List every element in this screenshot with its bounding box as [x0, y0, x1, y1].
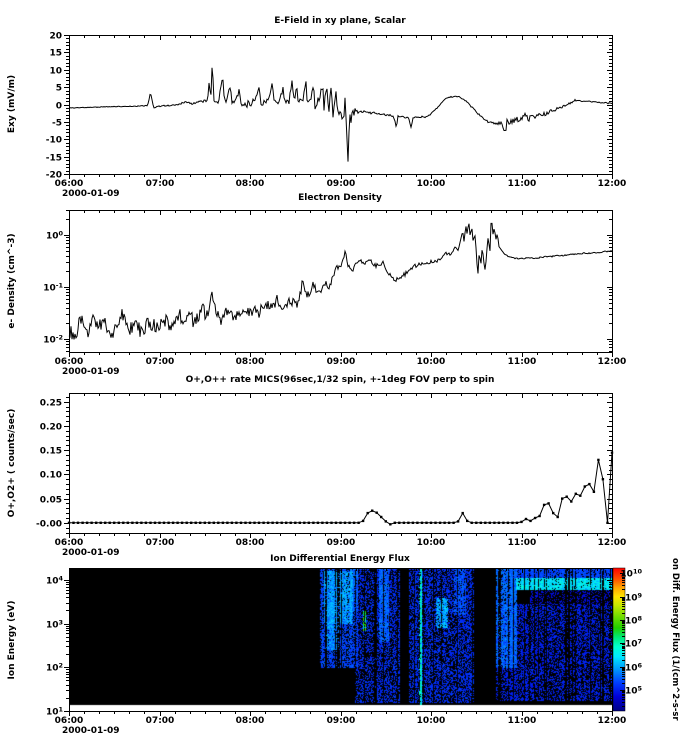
svg-text:08:00: 08:00	[235, 716, 265, 726]
svg-text:11:00: 11:00	[507, 357, 537, 367]
panel-ion-flux-ylabel: Ion Energy (eV)	[7, 600, 17, 680]
panel-ion-flux-axes	[46, 568, 626, 726]
ion-flux-colorbar-label: on Diff. Energy Flux (1/(cm^2-s-sr	[670, 558, 680, 721]
svg-text:15: 15	[49, 48, 62, 59]
svg-text:102: $10^2$	[45, 661, 63, 674]
panel-efield-date: 2000-01-09	[62, 189, 120, 199]
panel-electron-density	[7, 193, 626, 377]
panel-efield-ylabel: Exy (mV/m)	[7, 74, 17, 134]
svg-text:0.20: 0.20	[39, 422, 62, 433]
panel-o-ion-rate-ylabel: O+,O2+ ( counts/sec)	[7, 408, 17, 518]
panel-ion-flux	[7, 554, 680, 736]
panel-electron-density-series	[69, 223, 612, 339]
panel-ion-flux-title: Ion Differential Energy Flux	[270, 554, 410, 564]
ion-flux-colorbar	[613, 568, 642, 712]
svg-text:107: $10^7$	[624, 637, 642, 650]
panel-ion-flux-date: 2000-01-09	[62, 726, 120, 736]
panel-efield-series	[69, 68, 612, 162]
svg-text:07:00: 07:00	[145, 538, 175, 548]
svg-text:10:00: 10:00	[416, 538, 446, 548]
svg-text:06:00: 06:00	[54, 357, 84, 367]
svg-text:12:00: 12:00	[597, 179, 627, 189]
svg-text:09:00: 09:00	[326, 538, 356, 548]
svg-text:-5: -5	[52, 118, 62, 129]
svg-text:-10: -10	[45, 135, 62, 146]
panel-electron-density-ylabel: e- Density (cm^-3)	[7, 233, 17, 329]
svg-text:09:00: 09:00	[326, 179, 356, 189]
svg-text:104: $10^4$	[45, 574, 63, 587]
svg-text:06:00: 06:00	[54, 538, 84, 548]
panel-electron-density-date: 2000-01-09	[62, 367, 120, 377]
svg-text:10-2: $10^{-2}$	[43, 333, 63, 346]
panel-o-ion-rate-axes	[36, 393, 626, 548]
svg-text:-15: -15	[45, 153, 62, 164]
svg-text:5: 5	[55, 83, 62, 94]
svg-text:1010: $10^{10}$	[620, 567, 642, 580]
svg-text:06:00: 06:00	[54, 716, 84, 726]
svg-text:12:00: 12:00	[597, 357, 627, 367]
svg-text:101: $10^1$	[45, 705, 63, 718]
panel-o-ion-rate-date: 2000-01-09	[62, 548, 120, 558]
svg-text:10:00: 10:00	[416, 179, 446, 189]
svg-text:12:00: 12:00	[597, 716, 627, 726]
svg-text:09:00: 09:00	[326, 357, 356, 367]
svg-text:07:00: 07:00	[145, 179, 175, 189]
panel-efield-axes	[46, 32, 627, 190]
svg-text:-0.00: -0.00	[36, 519, 62, 530]
panel-o-ion-rate-title: O+,O++ rate MICS(96sec,1/32 spin, +-1deg FOV perp to spin	[185, 375, 495, 385]
svg-text:10:00: 10:00	[416, 357, 446, 367]
svg-text:08:00: 08:00	[235, 179, 265, 189]
svg-text:0.10: 0.10	[39, 470, 62, 481]
svg-text:103: $10^3$	[45, 618, 63, 631]
svg-text:-20: -20	[45, 170, 62, 181]
panel-electron-density-axes	[43, 210, 626, 367]
panel-o-ion-rate	[7, 375, 626, 558]
svg-text:06:00: 06:00	[54, 179, 84, 189]
svg-text:11:00: 11:00	[507, 179, 537, 189]
svg-text:10:00: 10:00	[416, 716, 446, 726]
panel-efield	[7, 16, 626, 199]
svg-text:106: $10^6$	[624, 661, 642, 674]
svg-text:07:00: 07:00	[145, 357, 175, 367]
panel-efield-title: E-Field in xy plane, Scalar	[274, 16, 406, 26]
svg-text:12:00: 12:00	[597, 538, 627, 548]
svg-text:20: 20	[49, 31, 62, 42]
svg-text:0.05: 0.05	[39, 495, 62, 506]
panel-electron-density-title: Electron Density	[298, 193, 382, 203]
svg-text:08:00: 08:00	[235, 357, 265, 367]
svg-text:105: $10^5$	[624, 684, 642, 697]
svg-text:109: $10^9$	[624, 591, 642, 604]
svg-text:0: 0	[55, 101, 62, 112]
svg-text:10: 10	[49, 66, 62, 77]
svg-text:108: $10^8$	[624, 614, 642, 627]
panel-o-ion-rate-series	[68, 451, 613, 525]
svg-text:100: $10^0$	[45, 229, 63, 242]
svg-text:11:00: 11:00	[507, 538, 537, 548]
svg-text:0.25: 0.25	[39, 398, 62, 409]
svg-text:08:00: 08:00	[235, 538, 265, 548]
svg-text:09:00: 09:00	[326, 716, 356, 726]
svg-text:10-1: $10^{-1}$	[43, 281, 63, 294]
svg-text:07:00: 07:00	[145, 716, 175, 726]
svg-text:0.15: 0.15	[39, 446, 62, 457]
svg-text:11:00: 11:00	[507, 716, 537, 726]
